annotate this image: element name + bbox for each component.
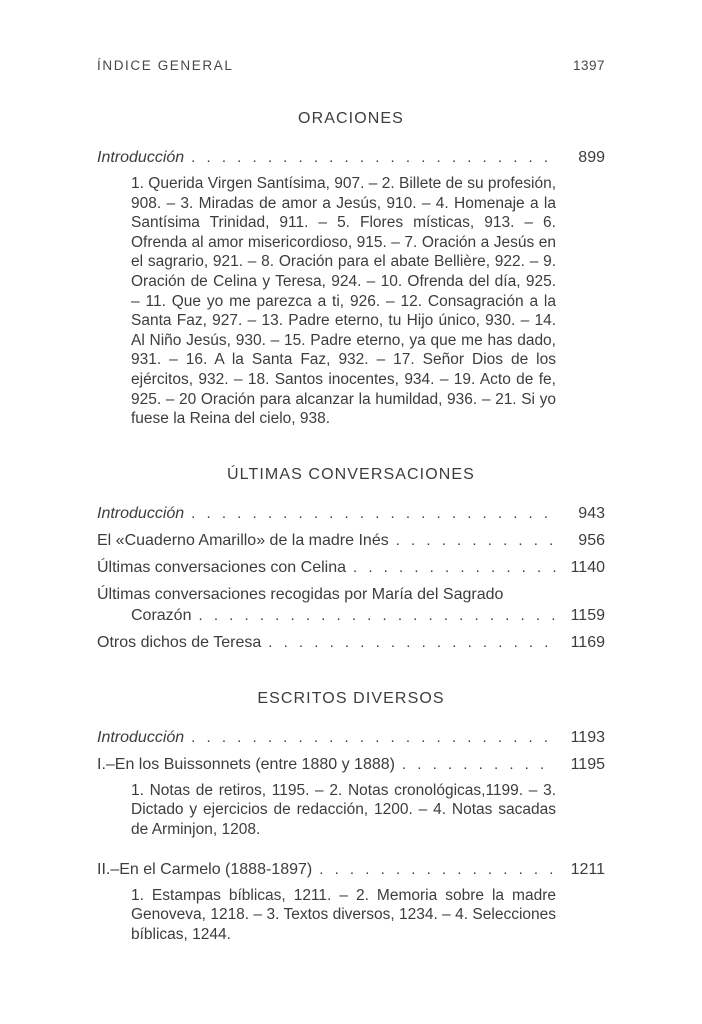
dot-leader [402, 754, 556, 775]
toc-entry-label: Introducción [97, 149, 185, 166]
dot-leader [396, 530, 556, 551]
section-heading: ÚLTIMAS CONVERSACIONES [227, 465, 475, 483]
section-escritos-diversos [97, 690, 605, 945]
dot-leader [268, 632, 556, 653]
toc-entry-label-line1: Últimas conversaciones recogidas por María del Sagrado [97, 585, 504, 603]
dot-leader [191, 147, 556, 168]
toc-entry-introduccion-escritos [97, 727, 605, 748]
toc-entry-page-number: 943 [578, 504, 605, 522]
toc-entry-introduccion-oraciones [97, 147, 605, 168]
toc-entry-page-number: 1169 [570, 633, 605, 651]
toc-entry-introduccion-conversaciones [97, 503, 605, 524]
dot-leader [198, 605, 556, 626]
toc-entry-buissonnets [97, 754, 605, 775]
section-heading: ORACIONES [298, 110, 404, 127]
toc-entry-label: Últimas conversaciones con Celina [97, 558, 346, 576]
toc-entry-label-line2 [97, 605, 605, 626]
toc-entry-label: El «Cuaderno Amarillo» de la madre Inés [97, 531, 389, 549]
toc-entry-label: Otros dichos de Teresa [97, 633, 262, 651]
running-header-title: ÍNDICE GENERAL [97, 58, 234, 73]
note-paragraph-carmelo: 1. Estampas bíblicas, 1211. – 2. Memoria sobre la madre Genoveva, 1218. – 3. Textos diversos, 1234. – 4. Selecciones bíblicas, 1244. [131, 886, 556, 943]
section-ultimas-conversaciones [97, 466, 605, 653]
toc-entry-page-number: 899 [578, 149, 605, 166]
toc-entry-carmelo [97, 859, 605, 880]
toc-entry-continuation: Corazón [131, 606, 192, 624]
toc-entry-page-number: 956 [578, 531, 605, 549]
toc-entry-page-number: 1140 [570, 558, 605, 576]
note-paragraph-oraciones: 1. Querida Virgen Santísima, 907. – 2. Billete de su profesión, 908. – 3. Miradas de amor a Jesús, 910. – 4. Homenaje a la Santísima Trinidad, 911. – 5. Flores místicas, 913. – 6. Ofrenda al amor misericordioso, 915. – 7. Oración a Jesús en el sagrario, 921. – 8. Oración para el abate Bellière, 922. – 9. Oración de Celina y Teresa, 924. – 10. Ofrenda del día, 925. – 11. Que yo me parezca a ti, 926. – 12. Consagración a la Santa Faz, 927. – 13. Padre eterno, tu Hijo único, 930. – 14. Al Niño Jesús, 930. – 15. Padre eterno, ya que me has dado, 931. – 16. A la Santa Faz, 932. – 17. Señor Dios de los ejércitos, 932. – 18. Santos inocentes, 934. – 19. Acto de fe, 925. – 20 Oración para alcanzar la humildad, 936. – 21. Si yo fuese la Reina del cielo, 938. [131, 175, 556, 428]
toc-entry-label: I.–En los Buissonnets (entre 1880 y 1888) [97, 755, 395, 773]
toc-entry-page-number: 1159 [570, 606, 605, 624]
toc-entry-label: Introducción [97, 504, 185, 522]
dot-leader [191, 503, 556, 524]
toc-entry-conversaciones-maria [97, 584, 605, 626]
dot-leader [191, 727, 556, 748]
note-paragraph-buissonnets: 1. Notas de retiros, 1195. – 2. Notas cronológicas,1199. – 3. Dictado y ejercicios de redacción, 1200. – 4. Notas sacadas de Arminjon, 1208. [131, 781, 556, 838]
section-heading: ESCRITOS DIVERSOS [257, 689, 445, 707]
dot-leader [353, 557, 556, 578]
toc-entry-page-number: 1195 [570, 755, 605, 773]
running-header [97, 58, 605, 73]
page-folio-number: 1397 [572, 58, 605, 73]
toc-entry-conversaciones-celina [97, 557, 605, 578]
toc-entry-page-number: 1211 [570, 860, 605, 878]
toc-entry-page-number: 1193 [570, 728, 605, 746]
toc-entry-otros-dichos [97, 632, 605, 653]
toc-entry-label: II.–En el Carmelo (1888-1897) [97, 860, 313, 878]
toc-entry-cuaderno-amarillo [97, 530, 605, 551]
dot-leader [319, 859, 556, 880]
section-oraciones [97, 110, 605, 429]
toc-entry-label: Introducción [97, 728, 185, 746]
